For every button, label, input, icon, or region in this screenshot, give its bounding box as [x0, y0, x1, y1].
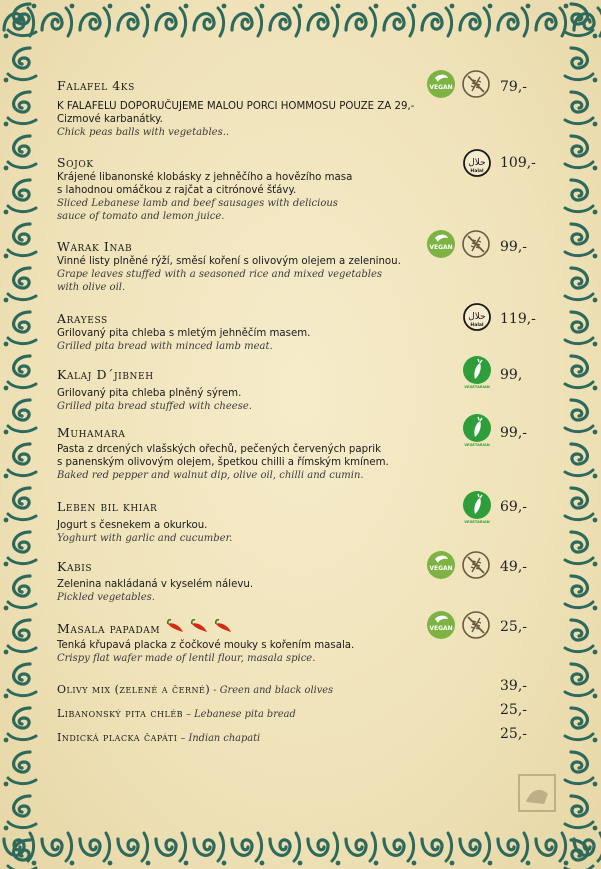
item-english: Grilled pita bread with minced lamb meat. [57, 341, 273, 352]
item-english: with olive oil. [57, 282, 126, 293]
vegetarian-icon [462, 490, 492, 524]
extra-english: – Indian chapati [177, 733, 261, 744]
right-ornament-border [557, 0, 601, 869]
item-title: Falafel 4ks [57, 78, 135, 93]
svg-text:Halal: Halal [470, 169, 484, 174]
svg-text:حلال: حلال [468, 312, 486, 322]
vegan-icon [426, 550, 456, 580]
gluten-free-icon [461, 610, 491, 640]
gluten-free-icon [461, 69, 491, 99]
extra-english: - Green and black olives [210, 685, 334, 696]
extra-title: Olivy mix (zelené a černé) [57, 683, 211, 696]
item-description: Zelenina nakládaná v kyselém nálevu. [57, 579, 254, 590]
left-ornament-border [0, 0, 44, 869]
svg-text:VEGETARIAN: VEGETARIAN [464, 520, 490, 524]
svg-text:VEGAN: VEGAN [429, 625, 453, 632]
item-english: Grilled pita bread stuffed with cheese. [57, 401, 252, 412]
item-title: Muhamara [57, 425, 126, 440]
extra-price: 25,- [500, 726, 527, 742]
item-title: Sojok [57, 155, 94, 170]
extra-price: 39,- [500, 678, 527, 694]
item-price: 25,- [500, 619, 527, 635]
item-price: 119,- [500, 311, 536, 327]
vegan-icon [426, 229, 456, 259]
item-note: K FALAFELU DOPORUČUJEME MALOU PORCI HOMMOSU POUZE ZA 29,- [57, 101, 415, 112]
item-price: 109,- [500, 155, 536, 171]
extra-item-pita [57, 702, 497, 721]
halal-icon [462, 148, 492, 178]
item-price: 99,- [500, 425, 527, 441]
item-description: s panenským olivovým olejem, špetkou chilli a římským kmínem. [57, 457, 389, 468]
chilli-pepper-icon [216, 620, 231, 632]
item-title: Warak Inab [57, 239, 133, 254]
top-ornament-border [0, 0, 601, 44]
item-description: Jogurt s česnekem a okurkou. [57, 520, 208, 531]
extra-title: Indická placka čapáti [57, 731, 178, 744]
menu-item-leben-bil-khiar [57, 499, 497, 545]
item-title: Arayess [57, 311, 108, 326]
gluten-free-icon [461, 229, 491, 259]
bottom-ornament-border [0, 825, 601, 869]
extra-title: Libanonský pita chléb [57, 707, 184, 720]
svg-text:VEGAN: VEGAN [429, 565, 453, 572]
item-title: Leben bil khiar [57, 499, 158, 514]
item-description: Cizmové karbanátky. [57, 114, 163, 125]
extra-price: 25,- [500, 702, 527, 718]
item-english: Pickled vegetables. [57, 592, 155, 603]
chilli-pepper-icon [168, 620, 183, 632]
vegetarian-icon [462, 413, 492, 447]
menu-item-sojok [57, 155, 497, 223]
item-description: Vinné listy plněné rýží, směsí koření s olivovým olejem a zeleninou. [57, 256, 401, 267]
svg-text:حلال: حلال [468, 158, 486, 168]
item-description: Krájené libanonské klobásky z jehněčího a hovězího masa [57, 172, 353, 183]
svg-text:VEGAN: VEGAN [429, 84, 453, 91]
vegetarian-icon [462, 355, 492, 389]
item-english: Chick peas balls with vegetables.. [57, 127, 230, 138]
item-price: 99, [500, 367, 523, 383]
extra-item-olives [57, 678, 497, 697]
gluten-free-icon [461, 550, 491, 580]
extra-item-chapati [57, 726, 497, 745]
item-english: Yoghurt with garlic and cucumber. [57, 533, 233, 544]
item-english: Grape leaves stuffed with a seasoned rice and mixed vegetables [57, 269, 382, 280]
svg-text:VEGETARIAN: VEGETARIAN [464, 385, 490, 389]
chilli-pepper-icon [192, 620, 207, 632]
item-english: Baked red pepper and walnut dip, olive oil, chilli and cumin. [57, 470, 364, 481]
item-description: Grilovaný pita chleba plněný sýrem. [57, 388, 242, 399]
item-price: 99,- [500, 239, 527, 255]
svg-text:VEGETARIAN: VEGETARIAN [464, 443, 490, 447]
faded-stamp-icon [516, 772, 558, 814]
vegan-icon [426, 610, 456, 640]
item-description: Tenká křupavá placka z čočkové mouky s kořením masala. [57, 640, 355, 651]
item-price: 79,- [500, 79, 527, 95]
svg-text:Halal: Halal [470, 323, 484, 328]
halal-icon [462, 302, 492, 332]
item-title-text: Masala papadam [57, 621, 161, 636]
item-english: Crispy flat wafer made of lentil flour, masala spice. [57, 653, 316, 664]
item-title: Kalaj D´jibneh [57, 367, 154, 382]
item-description: Pasta z drcených vlašských ořechů, pečených červených paprik [57, 444, 382, 455]
item-english: Sliced Lebanese lamb and beef sausages with delicious [57, 198, 338, 209]
menu-item-muhamara [57, 425, 497, 482]
item-title: Kabis [57, 559, 93, 574]
item-english: sauce of tomato and lemon juice. [57, 211, 225, 222]
menu-item-kalaj-djibneh [57, 367, 497, 413]
svg-text:VEGAN: VEGAN [429, 244, 453, 251]
item-description: s lahodnou omáčkou z rajčat a citrónové šťávy. [57, 185, 297, 196]
item-price: 49,- [500, 559, 527, 575]
extra-english: – Lebanese pita bread [183, 709, 296, 720]
item-price: 69,- [500, 499, 527, 515]
vegan-icon [426, 69, 456, 99]
chilli-pepper-icons [165, 618, 235, 636]
item-description: Grilovaný pita chleba s mletým jehněčím masem. [57, 328, 311, 339]
menu-item-arayess [57, 311, 497, 353]
